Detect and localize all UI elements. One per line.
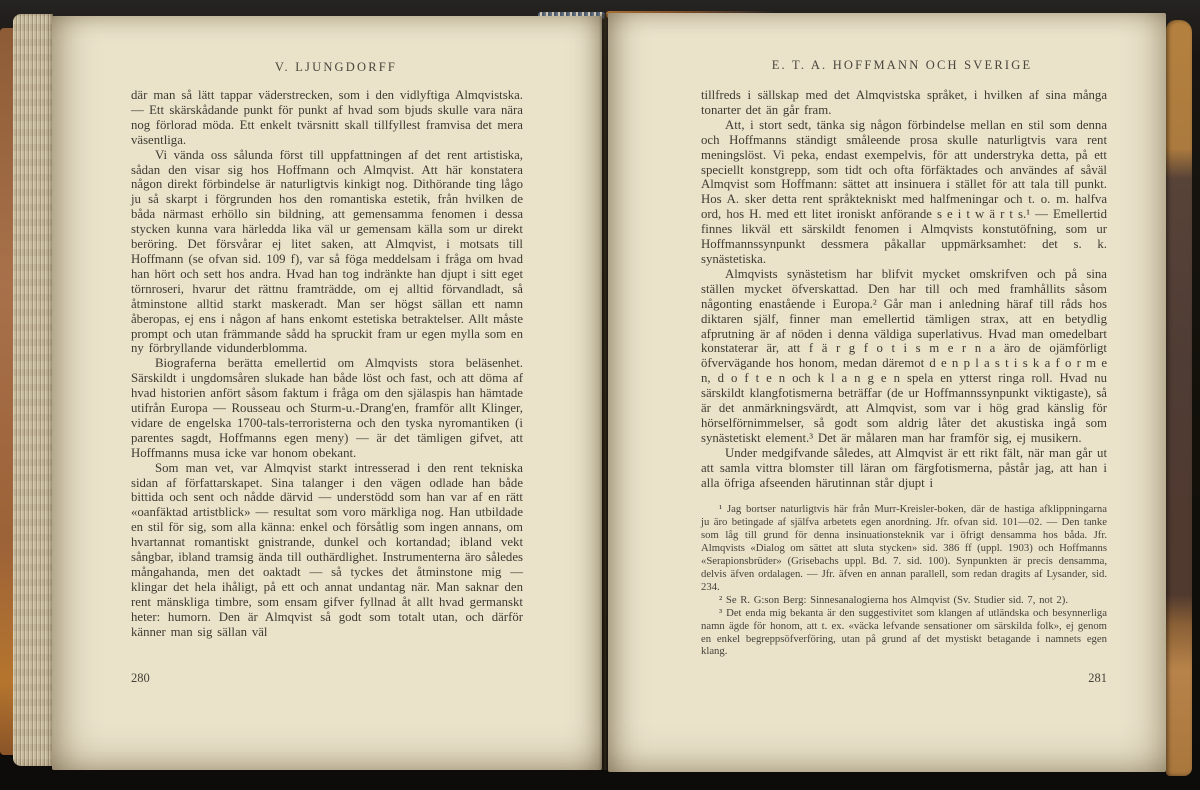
page-number-left: 280 bbox=[131, 671, 150, 685]
footnotes bbox=[701, 503, 1107, 658]
paragraph: tillfreds i sällskap med det Almqvistska språket, i hvilken af sina många tonarter det än går fram. bbox=[701, 88, 1107, 117]
left-page bbox=[52, 16, 602, 770]
footnote: ³ Det enda mig bekanta är den suggestivitet som klangen af utländska och besynnerliga namn ägde för honom, att t. ex. «väcka lefvande sensationer om särskilda folk», ej genom en enkel begreppsöfverföring, utan på grund af det mystiskt betagande i namnets egen klang. bbox=[701, 606, 1107, 658]
page-number-right: 281 bbox=[1088, 671, 1107, 685]
paragraph: Biograferna berätta emellertid om Almqvists stora beläsenhet. Särskildt i ungdomsåren slukade han både löst och fast, och att döma af hvad historien anfört såsom faktum i fråga om den själaspis han hämtade utifrån Europa — Rousseau och Sturm-u.-Drang'en, framför allt Klinger, vidare de engelska 1700-tals-terroristerna och den tyska nyromantiken (i parentes sagdt, Hoffmanns egen meny) — är det tämligen gifvet, att Hoffmanns musa icke var honom obekant. bbox=[131, 356, 523, 460]
paragraph: Under medgifvande således, att Almqvist är ett rikt fält, när man går ut att samla vittra blomster till läran om färgfotismerna, påstår jag, att han i alla öfriga afseenden härutinnan står djupt i bbox=[701, 445, 1107, 490]
footnote: ² Se R. G:son Berg: Sinnesanalogierna hos Almqvist (Sv. Studier sid. 7, not 2). bbox=[719, 593, 1068, 606]
paragraph: Vi vända oss sålunda först till uppfattningen af det rent artistiska, sådan den visar sig hos Hoffmann och Almqvist. Att här konstatera någon direkt förbindelse är naturligtvis kinkigt nog. Dithörande ting lågo ju så skarpt i förgrunden hos den romantiska estetik, från hvilken de båda närmast erhöllo sin bildning, att gemensamma fenomen i dessa stycken kunna vara härledda lika väl ur gemensam källa som ur direkt beröring. Det försvårar ej litet saken, att Almqvist, i motsats till Hoffmann (se ofvan sid. 109 f), var så föga meddelsam i fråga om hvad han hört och sett hos andra. Hvad han tog indränkte han djupt i sitt eget törnroseri, hvarur det rättnu framträdde, om ej alltid förvandladt, så åtminstone alltid starkt maskeradt. Man ser högst sällan ett namn åberopas, ej ens i någon af hans enkomt estetiska betraktelser. Allt måste prompt och utan främmande sådd ha spruckit fram ur egen mylla som en ny förbryllande vidunderblomma. bbox=[131, 147, 523, 356]
running-head-right: E. T. A. HOFFMANN OCH SVERIGE bbox=[771, 58, 1033, 72]
book-cover-right bbox=[1166, 20, 1192, 776]
paragraph: Att, i stort sedt, tänka sig någon förbindelse mellan en stil som denna och Hoffmanns ständigt småleende prosa skulle naturligtvis vara rent meningslöst. Vi peka, endast exempelvis, för att understryka detta, på ett speciellt konstgrepp, som tidt och ofta förfäktades och användes af såväl Almqvist som Hoffmann: sättet att insinuera i stället för att tala till punkt. Hos A. sker detta rent språktekniskt med halfmeningar och t. o. m. halfva ord, hos H. med ett litet ironiskt anförande s e i t w ä r t s.¹ — Emellertid finnes likväl ett särskildt fenomen i Almqvists konstutöfning, som ur Hoffmannssynpunkt dessmera påkallar uppmärksamhet: det s. k. synästetiska. bbox=[701, 117, 1107, 266]
right-page bbox=[608, 13, 1166, 772]
page-fore-edge-left bbox=[13, 14, 53, 766]
running-head-left: V. LJUNGDORFF bbox=[274, 60, 398, 74]
footnote: ¹ Jag bortser naturligtvis här från Murr-Kreisler-boken, där de hastiga afklippningarna ju äro betingade af själfva arbetets egen anordning. Jfr. ofvan sid. 101—02. — Den tanke som låg till grund för denna insinuationsteknik var i öfrigt densamma hos båda. Jfr. Almqvists «Dialog om sättet att sluta stycken» sid. 386 ff (uppl. 1903) och Hoffmanns «Serapionsbrüder» (Grisebachs uppl. Bd. 7. sid. 100). Synpunkten är precis densamma, delvis äfven ordalagen. — Jfr. äfven en annan parallell, som redan dragits af Lysander, sid. 234. bbox=[701, 503, 1107, 593]
paragraph: Som man vet, var Almqvist starkt intresserad i den rent tekniska sidan af författarskapet. Sina talanger i den vägen odlade han både bittida och sent och nådde därvid — understödd som han var af en rätt «oanfäktad artistblick» — resultat som voro märkliga nog. Han utbildade en stil för sig, som alla känna: enkel och försåtlig som ingen annans, om hvartannat romantiskt gnistrande, dunkel och kortandad; ibland vekt sångbar, ibland tramsig ända till outhärdlighet. Instrumenterna äro således mångahanda, men det oaktadt — så tyckes det åtminstone mig — klingar det hela ihåligt, på ett och annat undantag när. Man saknar den rent mänskliga timbre, som ensam gifver fyllnad åt allt hvad germanskt heter: humorn. Den är Almqvist så godt som totalt utan, och därför känner man sig sällan väl bbox=[131, 460, 523, 639]
paragraph: Almqvists synästetism har blifvit mycket omskrifven och på sina ställen mycket öfverskattad. Den har till och med framhållits såsom någonting enastående i Europa.² Går man i anledning häraf till råds hos diktaren själf, finner man emellertid tämligen strax, att en betydlig afprutning är af nöden i denna väldiga superlativus. Hvad man omedelbart konstaterar är, att f ä r g f o t i s m e r n a äro de ojämförligt öfvervägande hos honom, medan däremot d e n p l a s t i s k a f o r m e n, d o f t e n och k l a n g e n spela en ytterst ringa roll. Hvad nu särskildt klangfotismerna beträffar (de ur Hoffmannssynpunkt viktigaste), så är det anmärkningsvärdt, att Almqvist, som var i hög grad känslig för hörselförnimmelser, så godt som aldrig låter det akustiska ingå som synästetiskt element.³ Det är målaren man har framför sig, ej musikern. bbox=[701, 266, 1107, 445]
paragraph: där man så lätt tappar väderstrecken, som i den vidlyftiga Almqvistska. — Ett skärskådande punkt för punkt af hvad som bjuds skulle vara nära nog förlorad möda. Ett enkelt tvärsnitt skall tillfyllest framvisa det mera väsentliga. bbox=[131, 88, 523, 147]
right-text-column bbox=[701, 88, 1107, 658]
left-text-column bbox=[131, 88, 523, 640]
